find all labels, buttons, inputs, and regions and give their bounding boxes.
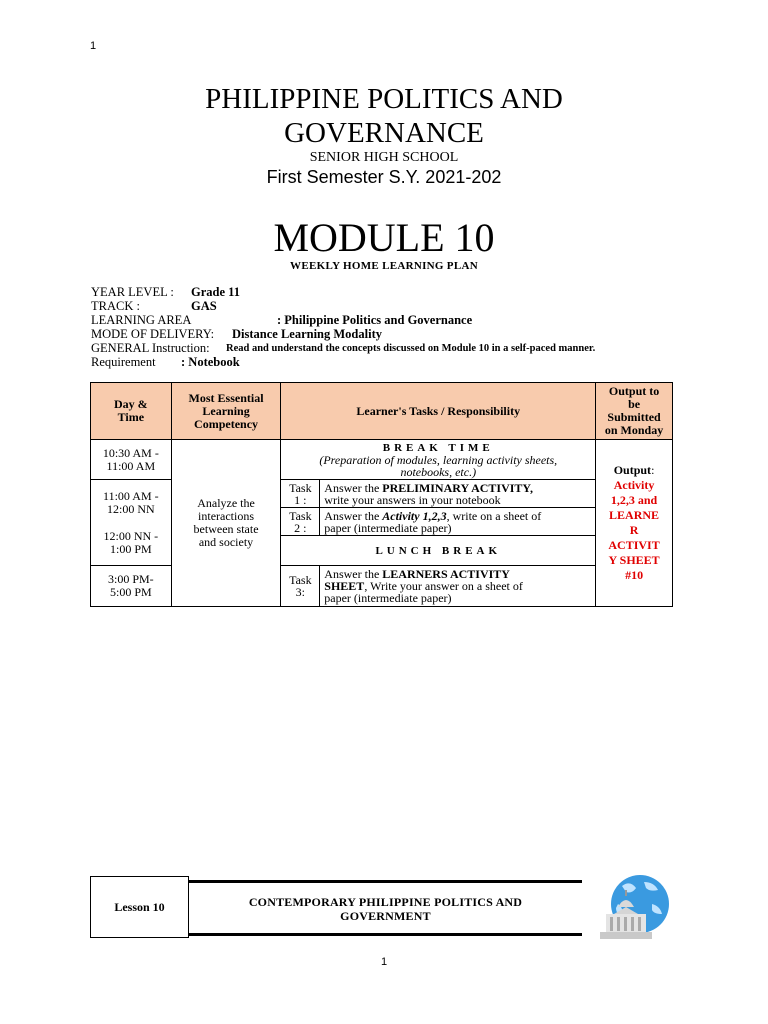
header-competency: Most Essential Learning Competency xyxy=(171,383,281,440)
header-output: Output to be Submitted on Monday xyxy=(596,383,673,440)
semester: First Semester S.Y. 2021-202 xyxy=(266,167,502,187)
header-day-time: Day & Time xyxy=(91,383,172,440)
output-label: Output: xyxy=(613,463,655,477)
footer-rule-top xyxy=(189,880,582,883)
task-1-text: Answer the PRELIMINARY ACTIVITY, write your answers in your notebook xyxy=(320,480,596,508)
learning-plan-table xyxy=(90,382,673,607)
capitol-globe-icon xyxy=(596,874,678,942)
task-2-text: Answer the Activity 1,2,3, write on a sheet of paper (intermediate paper) xyxy=(320,508,596,536)
task-1-label: Task 1 : xyxy=(281,480,320,508)
footer-rule-bottom xyxy=(189,933,582,936)
lunch-break-cell: LUNCH BREAK xyxy=(281,536,596,566)
school-level: SENIOR HIGH SCHOOL xyxy=(309,150,459,165)
time-cell-4: 3:00 PM- 5:00 PM xyxy=(91,566,172,607)
module-heading: MODULE 10 xyxy=(273,215,495,260)
task-2-label: Task 2 : xyxy=(281,508,320,536)
title-line-1: PHILIPPINE POLITICS AND xyxy=(205,83,563,115)
competency-cell: Analyze the interactions between state and society xyxy=(171,440,281,607)
table-header-row xyxy=(91,383,673,440)
footer-title: CONTEMPORARY PHILIPPINE POLITICS AND GOVERNMENT xyxy=(248,895,523,923)
page-number-bottom: 1 xyxy=(380,956,388,968)
page-number-top: 1 xyxy=(90,40,97,52)
time-cell-1: 10:30 AM - 11:00 AM xyxy=(91,440,172,480)
title-line-2: GOVERNANCE xyxy=(284,117,484,149)
plan-title: WEEKLY HOME LEARNING PLAN xyxy=(290,260,478,272)
table-row-break xyxy=(91,440,673,480)
break-time-cell: BREAK TIME (Preparation of modules, learning activity sheets, notebooks, etc.) xyxy=(281,440,596,480)
time-cell-2: 11:00 AM - 12:00 NN 12:00 NN - 1:00 PM xyxy=(91,480,172,566)
footer-lesson: Lesson 10 xyxy=(114,900,165,914)
header-tasks: Learner's Tasks / Responsibility xyxy=(281,383,596,440)
output-cell: Output: Activity 1,2,3 and LEARNE R ACTIVIT Y SHEET #10 xyxy=(596,440,673,607)
task-3-text: Answer the LEARNERS ACTIVITY SHEET, Write your answer on a sheet of paper (intermediate paper) xyxy=(320,566,596,607)
document-title xyxy=(0,82,768,150)
task-3-label: Task 3: xyxy=(281,566,320,607)
